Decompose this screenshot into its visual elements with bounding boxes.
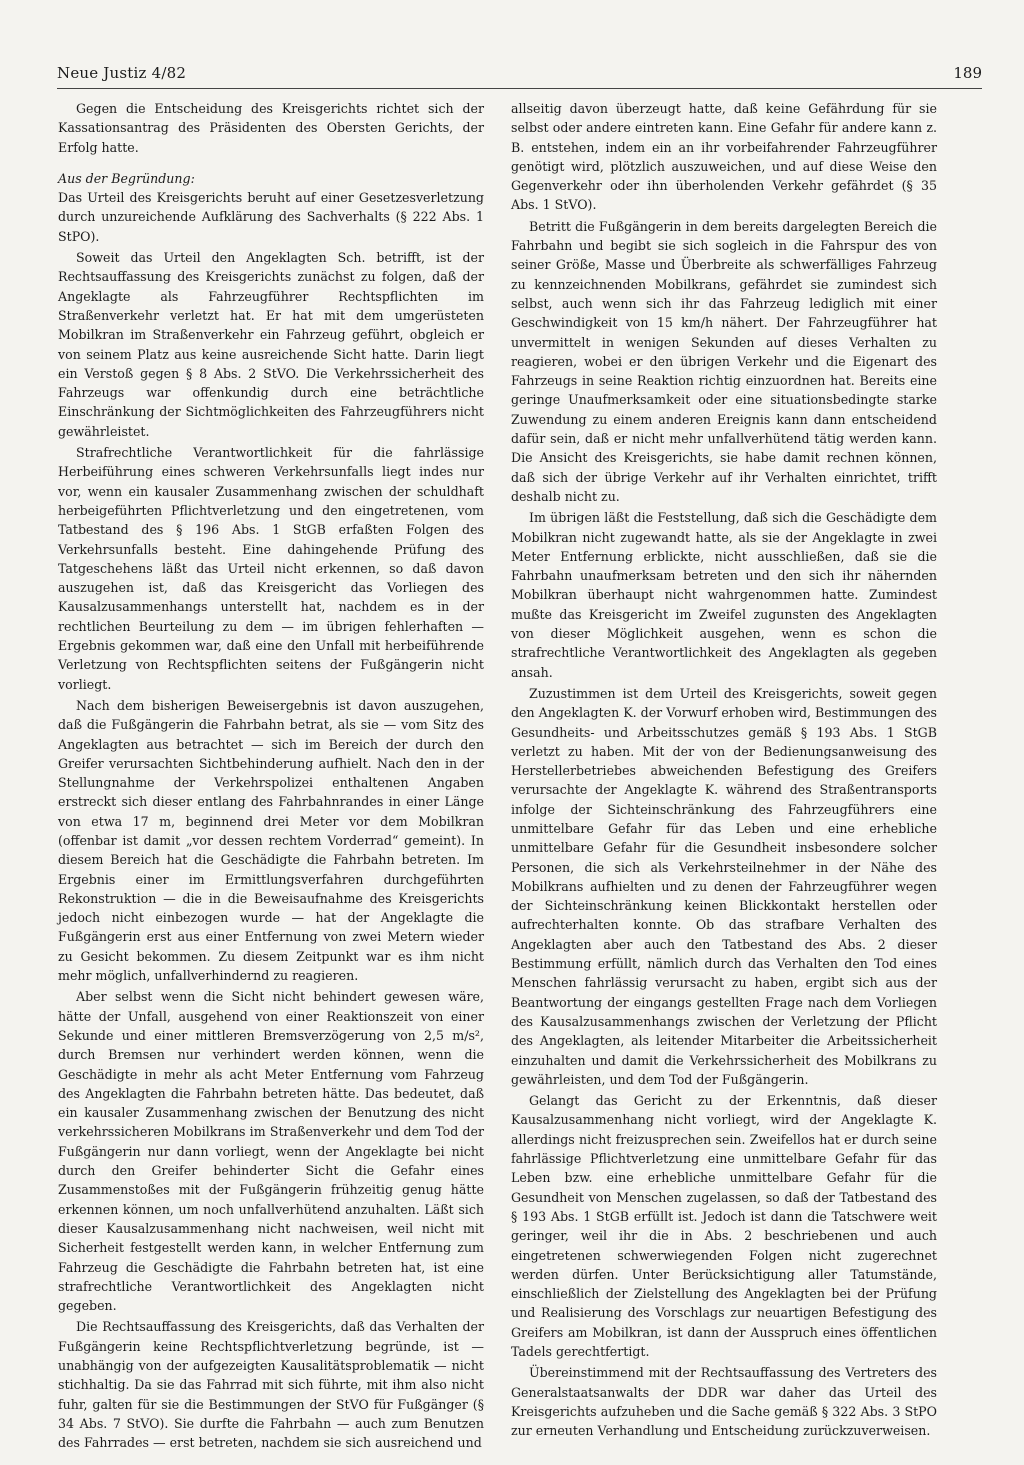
paragraph: Betritt die Fußgängerin in dem bereits dargelegten Bereich die Fahrbahn und begibt sie sich sogleich in die Fahrspur des von seiner Größe, Masse und Überbreite als schwerfälliges Fahrzeug zu kennzeichnenden Mobilkrans, gefährdet sie zumindest sich selbst, auch wenn sich ihr das Fahrzeug lediglich mit einer Geschwindigkeit von 15 km/h nähert. Der Fahrzeugführer hat unvermittelt in wenigen Sekunden auf dieses Verhalten zu reagieren, wobei er den übrigen Verkehr und die Eigenart des Fahrzeugs in seine Reaktion richtig einzuordnen hat. Bereits eine geringe Unaufmerksamkeit oder eine situationsbedingte starke Zuwendung zu einem anderen Ereignis kann dann entscheidend dafür sein, daß er nicht mehr unfallverhütend tätig werden kann. Die Ansicht des Kreisgerichts, sie habe damit rechnen können, daß sich der übrige Verkehr auf ihr Verhalten einrichtet, trifft deshalb nicht zu. [511,218,937,504]
paragraph: allseitig davon überzeugt hatte, daß keine Gefährdung für sie selbst oder andere eintreten kann. Eine Gefahr für andere kann z. B. entstehen, indem ein an ihr vorbeifahrender Fahrzeugführer genötigt wird, plötzlich auszuweichen, und auf diese Weise den Gegenverkehr oder ihn überholenden Verkehr gefährdet (§ 35 Abs. 1 StVO). [511,101,937,213]
right-column [511,99,937,1442]
left-column [58,99,484,1454]
paragraph: Gelangt das Gericht zu der Erkenntnis, daß dieser Kausalzusammenhang nicht vorliegt, wird der Angeklagte K. allerdings nicht freizusprechen sein. Zweifellos hat er durch seine fahrlässige Pflichtverletzung eine unmittelbare Gefahr für das Leben bzw. eine erhebliche unmittelbare Gefahr für die Gesundheit von Menschen zugelassen, so daß der Tatbestand des § 193 Abs. 1 StGB erfüllt ist. Jedoch ist dann die Tatschwere weit geringer, weil ihr die in Abs. 2 beschriebenen und auch eingetretenen schwerwiegenden Folgen nicht zugerechnet werden dürfen. Unter Berücksichtigung aller Tatumstände, einschließlich der Zielstellung des Angeklagten bei der Prüfung und Realisierung des Vorschlags zur neuartigen Befestigung des Greifers am Mobilkran, ist dann der Ausspruch eines öffentlichen Tadels gerechtfertigt. [511,1093,937,1359]
paragraph: Die Rechtsauffassung des Kreisgerichts, daß das Verhalten der Fußgängerin keine Rechtspflichtverletzung begründe, ist — unabhängig von der aufgezeigten Kausalitätsproblematik — nicht stichhaltig. Da sie das Fahrrad mit sich führte, mit ihm also nicht fuhr, galten für sie die Bestimmungen der StVO für Fußgänger (§ 34 Abs. 7 StVO). Sie durfte die Fahrbahn — auch zum Benutzen des Fahrrades — erst betreten, nachdem sie sich ausreichend und [58,1319,484,1451]
paragraph: Soweit das Urteil den Angeklagten Sch. betrifft, ist der Rechtsauffassung des Kreisgerichts zunächst zu folgen, daß der Angeklagte als Fahrzeugführer Rechtspflichten im Straßenverkehr verletzt hat. Er hat mit dem umgerüsteten Mobilkran im Straßenverkehr ein Fahrzeug geführt, obgleich er von seinem Platz aus keine ausreichende Sicht hatte. Darin liegt ein Verstoß gegen § 8 Abs. 2 StVO. Die Verkehrssicherheit des Fahrzeugs war offenkundig durch eine beträchtliche Einschränkung der Sichtmöglichkeiten des Fahrzeugführers nicht gewährleistet. [58,250,484,439]
journal-title: Neue Justiz 4/82 [57,64,187,82]
page-number: 189 [953,64,982,82]
section-heading: Aus der Begründung: [58,170,195,186]
paragraph: Übereinstimmend mit der Rechtsauffassung des Vertreters des Generalstaatsanwalts der DDR war daher das Urteil des Kreisgerichts aufzuheben und die Sache gemäß § 322 Abs. 3 StPO zur erneuten Verhandlung und Entscheidung zurückzuverweisen. [511,1365,937,1439]
paragraph: Das Urteil des Kreisgerichts beruht auf einer Gesetzesverletzung durch unzureichende Aufklärung des Sachverhalts (§ 222 Abs. 1 StPO). [58,190,484,244]
paragraph: Im übrigen läßt die Feststellung, daß sich die Geschädigte dem Mobilkran nicht zugewandt hatte, als sie der Angeklagte in zwei Meter Entfernung erblickte, nicht ausschließen, daß sie die Fahrbahn unaufmerksam betreten und den sich ihr nähernden Mobilkran überhaupt nicht wahrgenommen hatte. Zumindest mußte das Kreisgericht im Zweifel zugunsten des Angeklagten von dieser Möglichkeit ausgehen, wenn es schon die strafrechtliche Verantwortlichkeit des Angeklagten als gegeben ansah. [511,510,937,680]
paragraph: Nach dem bisherigen Beweisergebnis ist davon auszugehen, daß die Fußgängerin die Fahrbahn betrat, als sie — vom Sitz des Angeklagten aus betrachtet — sich im Bereich der durch den Greifer verursachten Sichtbehinderung aufhielt. Nach den in der Stellungnahme der Verkehrspolizei enthaltenen Angaben erstreckt sich dieser entlang des Fahrbahnrandes in einer Länge von etwa 17 m, beginnend drei Meter vor dem Mobilkran (offenbar ist damit „vor dessen rechtem Vorderrad“ gemeint). In diesem Bereich hat die Geschädigte die Fahrbahn betreten. Im Ergebnis einer im Ermittlungsverfahren durchgeführten Rekonstruktion — die in die Beweisaufnahme des Kreisgerichts jedoch nicht einbezogen wurde — hat der Angeklagte die Fußgängerin erst aus einer Entfernung von zwei Metern wieder zu Gesicht bekommen. Zu diesem Zeitpunkt war es ihm nicht mehr möglich, unfallverhindernd zu reagieren. [58,697,484,984]
paragraph: Aber selbst wenn die Sicht nicht behindert gewesen wäre, hätte der Unfall, ausgehend von einer Reaktionszeit von einer Sekunde und einer mittleren Bremsverzögerung von 2,5 m/s², durch Bremsen nur verhindert werden können, wenn die Geschädigte in mehr als acht Meter Entfernung vom Fahrzeug des Angeklagten die Fahrbahn betreten hätte. Das bedeutet, daß ein kausaler Zusammenhang zwischen der Benutzung des nicht verkehrssicheren Mobilkrans im Straßenverkehr und dem Tod der Fußgängerin nur dann vorliegt, wenn der Angeklagte bei nicht durch den Greifer behinderter Sicht die Gefahr eines Zusammenstoßes mit der Fußgängerin frühzeitig genug hätte erkennen können, um noch unfallverhütend anzuhalten. Läßt sich dieser Kausalzusammenhang nicht nachweisen, weil nicht mit Sicherheit festgestellt werden kann, in welcher Entfernung zum Fahrzeug die Geschädigte die Fahrbahn betreten hat, ist eine strafrechtliche Verantwortlichkeit des Angeklagten nicht gegeben. [58,989,484,1314]
paragraph: Zuzustimmen ist dem Urteil des Kreisgerichts, soweit gegen den Angeklagten K. der Vorwurf erhoben wird, Bestimmungen des Gesundheits- und Arbeitsschutzes gemäß § 193 Abs. 1 StGB verletzt zu haben. Mit der von der Bedienungsanweisung des Herstellerbetriebes abweichenden Befestigung des Greifers verursachte der Angeklagte K. während des Straßentransports infolge der Sichteinschränkung des Fahrzeugführers eine unmittelbare Gefahr für das Leben und eine erhebliche unmittelbare Gefahr für die Gesundheit insbesondere solcher Personen, die sich als Verkehrsteilnehmer in der Nähe des Mobilkrans aufhielten und zu denen der Fahrzeugführer wegen der Sichteinschränkung keinen Blickkontakt herstellen oder aufrechterhalten konnte. Ob das strafbare Verhalten des Angeklagten aber auch den Tatbestand des Abs. 2 dieser Bestimmung erfüllt, nämlich durch das Verhalten den Tod eines Menschen fahrlässig verursacht zu haben, ergibt sich aus der Beantwortung der eingangs gestellten Frage nach dem Vorliegen des Kausalzusammenhangs zwischen der Verletzung der Pflicht des Angeklagten, als leitender Mitarbeiter die Arbeitssicherheit einzuhalten und damit die Verkehrssicherheit des Mobilkrans zu gewährleisten, und dem Tod der Fußgängerin. [511,685,937,1087]
paragraph: Strafrechtliche Verantwortlichkeit für die fahrlässige Herbeiführung eines schweren Verkehrsunfalls liegt indes nur vor, wenn ein kausaler Zusammenhang zwischen der schuldhaft herbeigeführten Pflichtverletzung und den eingetretenen, vom Tatbestand des § 196 Abs. 1 StGB erfaßten Folgen des Verkehrsunfalls besteht. Eine dahingehende Prüfung des Tatgeschehens läßt das Urteil nicht erkennen, so daß davon auszugehen ist, daß das Kreisgericht das Vorliegen des Kausalzusammenhangs unterstellt hat, nachdem es in der rechtlichen Beurteilung zu dem — im übrigen fehlerhaften — Ergebnis gekommen war, daß eine den Unfall mit herbeiführende Verletzung von Rechtspflichten seitens der Fußgängerin nicht vorliegt. [58,445,484,692]
page-header [57,64,982,89]
paragraph: Gegen die Entscheidung des Kreisgerichts richtet sich der Kassationsantrag des Präsidenten des Obersten Gerichts, der Erfolg hatte. [58,101,484,155]
